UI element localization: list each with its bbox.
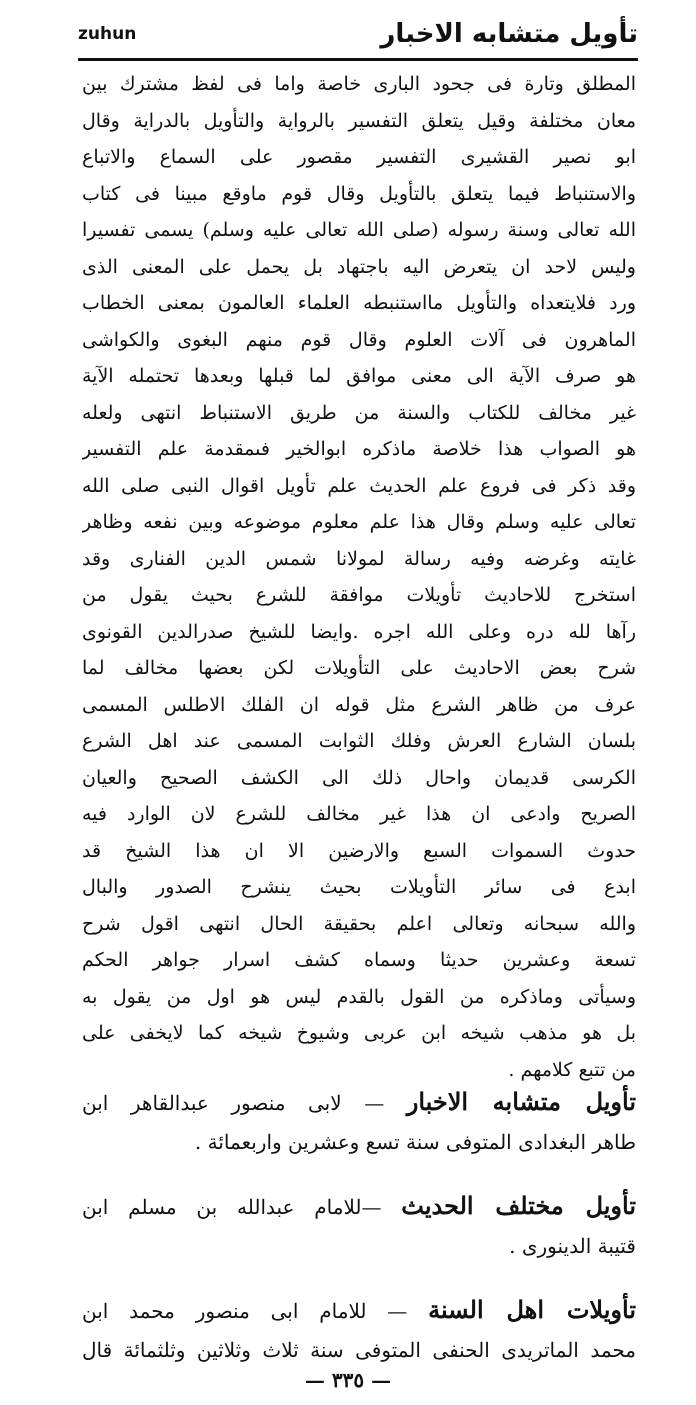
body-line: وسيأتى وماذكره من القول بالقدم ليس هو اول من يقول به bbox=[82, 985, 636, 1008]
body-line: والله سبحانه وتعالى اعلم بحقيقة الحال انتهى اقول شرح bbox=[82, 912, 636, 935]
body-line: الكرسى قديمان واحال ذلك الى الكشف الصحيح والعيان bbox=[82, 766, 636, 789]
body-line: والاستنباط فيما يتعلق بالتأويل وقال قوم ماوقع مبينا فى كتاب bbox=[82, 182, 636, 205]
page-number: — ٣٣٥ — bbox=[304, 1368, 392, 1392]
signature-mark: zuhun bbox=[78, 24, 137, 44]
body-line: استخرج للاحاديث تأويلات موافقة للشرع بحيث يقول من bbox=[82, 584, 636, 606]
body-line: تسعة وعشرين حديثا وسماه كشف اسرار جواهر الحكم bbox=[82, 949, 636, 971]
entry-text: طاهر البغدادى المتوفى سنة تسع وعشرين واربعمائة . bbox=[194, 1130, 636, 1154]
entry-title: تأويل مختلف الحديث bbox=[401, 1191, 636, 1220]
body-line: عرف من ظاهر الشرع مثل قوله ان الفلك الاطلس المسمى bbox=[82, 693, 636, 716]
entry-title: تأويل متشابه الاخبار bbox=[406, 1087, 636, 1116]
body-line: بلسان الشارع العرش وفلك الثوابت المسمى عند اهل الشرع bbox=[82, 730, 636, 752]
body-line: من تتبع كلامهم . bbox=[508, 1058, 636, 1081]
entry-text: — للامام ابى منصور محمد ابن bbox=[82, 1299, 408, 1323]
body-line: رآها لله دره وعلى الله اجره .وايضا للشيخ صدرالدين القونوى bbox=[82, 620, 636, 643]
body-line: الله تعالى وسنة رسوله (صلى الله تعالى عليه وسلم) يسمى تفسيرا bbox=[82, 219, 636, 241]
body-line: تعالى عليه وسلم وقال هذا علم معلوم موضوعه وبين نفعه وظاهر bbox=[82, 511, 636, 533]
entry-text: — لابى منصور عبدالقاهر ابن bbox=[82, 1091, 385, 1115]
body-line: الماهرون فى آلات العلوم وقال قوم منهم البغوى والكواشى bbox=[82, 328, 636, 351]
body-line: الصريح وادعى ان هذا غير مخالف للشرع لان الوارد فيه bbox=[82, 803, 636, 825]
bibliography-entries bbox=[82, 1082, 636, 1370]
body-line: غايته وغرضه وفيه رسالة لمولانا شمس الدين الفنارى وقد bbox=[82, 547, 636, 570]
body-line: معان مختلفة وقيل يتعلق التفسير بالرواية والتأويل بالدراية وقال bbox=[82, 109, 636, 132]
entry-first-line bbox=[82, 1186, 636, 1226]
entry-text: —للامام عبدالله بن مسلم ابن bbox=[82, 1195, 382, 1219]
entry-text: قتيبة الدينورى . bbox=[509, 1234, 636, 1258]
body-line: المطلق وتارة فى جحود البارى خاصة واما فى لفظ مشترك بين bbox=[82, 73, 636, 95]
body-line: ورد فلايتعداه والتأويل مااستنبطه العلماء العالمون بمعنى الخطاب bbox=[82, 292, 636, 314]
header-rule bbox=[78, 58, 638, 61]
body-line: وقد ذكر فى فروع علم الحديث علم تأويل اقوال النبى صلى الله bbox=[82, 474, 636, 497]
body-line: وليس لاحد ان يتعرض اليه باجتهاد بل يحمل على المعنى الذى bbox=[82, 255, 636, 278]
entry-first-line bbox=[82, 1082, 636, 1122]
entry-first-line bbox=[82, 1290, 636, 1330]
body-line: هو الصواب هذا خلاصة ماذكره ابوالخير فىمقدمة علم التفسير bbox=[82, 438, 636, 460]
body-text bbox=[82, 66, 636, 1088]
body-line: شرح بعض الاحاديث على التأويلات لكن بعضها مخالف لما bbox=[82, 657, 636, 679]
body-line: ابدع فى سائر التأويلات بحيث ينشرح الصدور والبال bbox=[82, 876, 636, 898]
body-line: هو صرف الآية الى معنى موافق لما قبلها وبعدها تحتمله الآية bbox=[82, 365, 636, 387]
body-line: غير مخالف للكتاب والسنة من طريق الاستنباط انتهى ولعله bbox=[82, 401, 636, 424]
running-title: تأويل متشابه الاخبار bbox=[380, 19, 638, 49]
body-line: حدوث السموات السبع والارضين الا ان هذا الشيخ قد bbox=[82, 839, 636, 862]
body-line: بل هو مذهب شيخه ابن عربى وشيوخ شيخه كما لايخفى على bbox=[82, 1022, 636, 1044]
page-header bbox=[78, 14, 638, 54]
entry-title: تأويلات اهل السنة bbox=[428, 1295, 636, 1324]
entry-text: محمد الماتريدى الحنفى المتوفى سنة ثلاث وثلاثين وثلثمائة قال bbox=[82, 1338, 636, 1362]
body-line: ابو نصير القشيرى التفسير مقصور على السماع والاتباع bbox=[82, 146, 636, 168]
